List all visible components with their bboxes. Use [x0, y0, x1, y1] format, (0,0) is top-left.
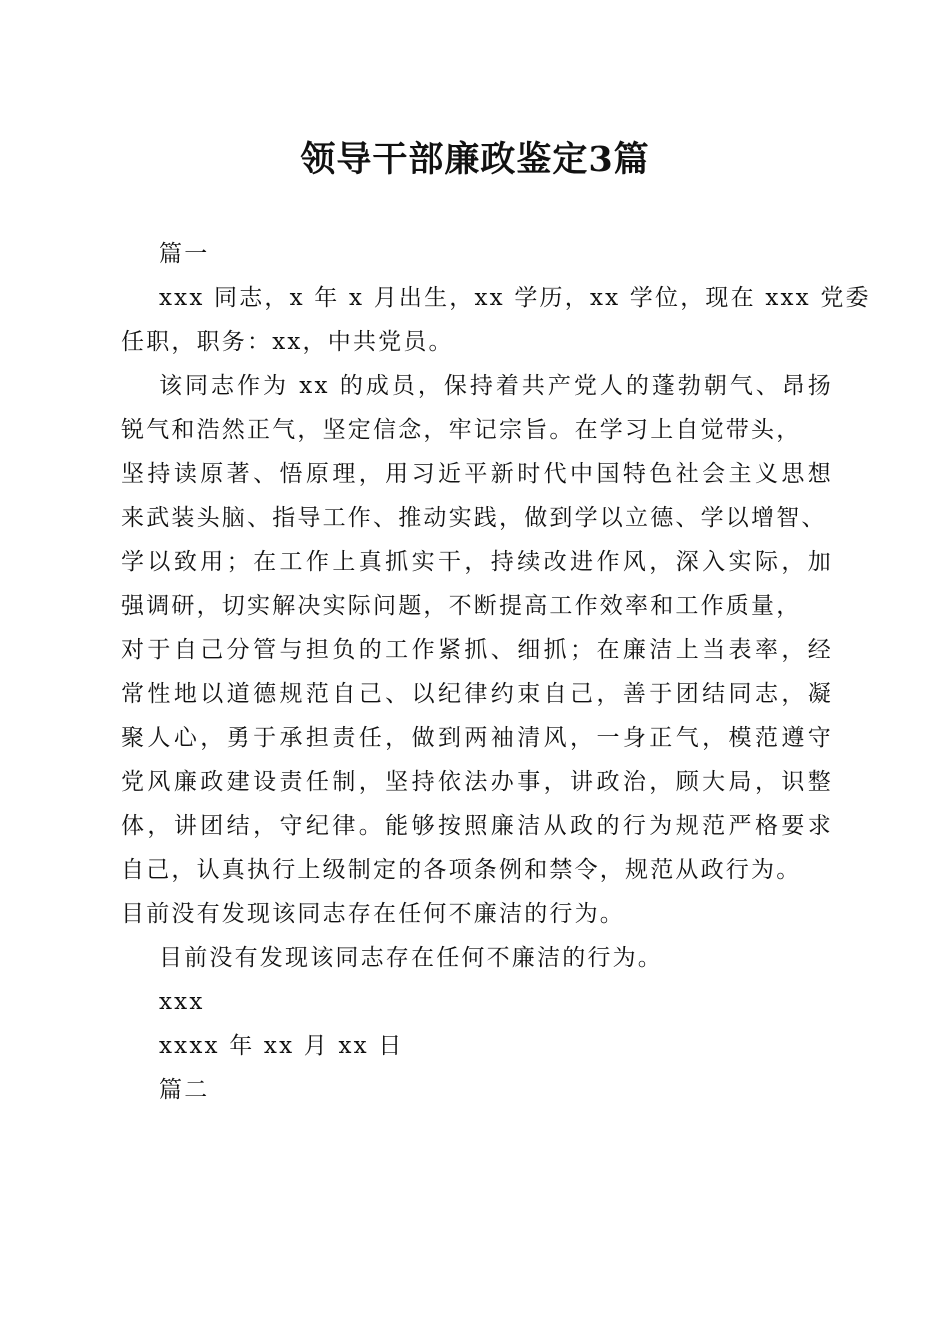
paragraph-line: 强调研，切实解决实际问题，不断提高工作效率和工作质量， [121, 593, 802, 619]
paragraph-line: 体，讲团结，守纪律。能够按照廉洁从政的行为规范严格要求 [121, 813, 833, 839]
paragraph-line: xxx 同志，x 年 x 月出生，xx 学历，xx 学位，现在 xxx 党委 [159, 285, 871, 311]
signature: xxx [159, 989, 205, 1015]
paragraph-line: 学以致用；在工作上真抓实干，持续改进作风，深入实际，加 [121, 549, 833, 575]
paragraph-line: 目前没有发现该同志存在任何不廉洁的行为。 [121, 901, 625, 927]
paragraph-line: 常性地以道德规范自己、以纪律约束自己，善于团结同志，凝 [121, 681, 833, 707]
paragraph-conclusion: 目前没有发现该同志存在任何不廉洁的行为。 [159, 945, 663, 971]
paragraph-line: 任职，职务：xx，中共党员。 [121, 329, 454, 355]
paragraph-intro [121, 276, 871, 364]
document-title: 领导干部廉政鉴定3篇 [300, 139, 650, 180]
paragraph-line: 锐气和浩然正气，坚定信念，牢记宗旨。在学习上自觉带头， [121, 417, 802, 443]
paragraph-line: 党风廉政建设责任制，坚持依法办事，讲政治，顾大局，识整 [121, 769, 833, 795]
document-body [121, 232, 871, 1112]
paragraph-line: 自己，认真执行上级制定的各项条例和禁令，规范从政行为。 [121, 857, 802, 883]
paragraph-line: 坚持读原著、悟原理，用习近平新时代中国特色社会主义思想 [121, 461, 833, 487]
paragraph-line: 聚人心，勇于承担责任，做到两袖清风，一身正气，模范遵守 [121, 725, 833, 751]
section-heading-1: 篇一 [159, 241, 210, 267]
paragraph-line: 来武装头脑、指导工作、推动实践，做到学以立德、学以增智、 [121, 505, 827, 531]
section-heading-2: 篇二 [159, 1077, 210, 1103]
paragraph-line: 对于自己分管与担负的工作紧抓、细抓；在廉洁上当表率，经 [121, 637, 833, 663]
paragraph-line: 该同志作为 xx 的成员，保持着共产党人的蓬勃朝气、昂扬 [159, 373, 833, 399]
date: xxxx 年 xx 月 xx 日 [159, 1033, 404, 1059]
paragraph-assessment [121, 364, 833, 936]
